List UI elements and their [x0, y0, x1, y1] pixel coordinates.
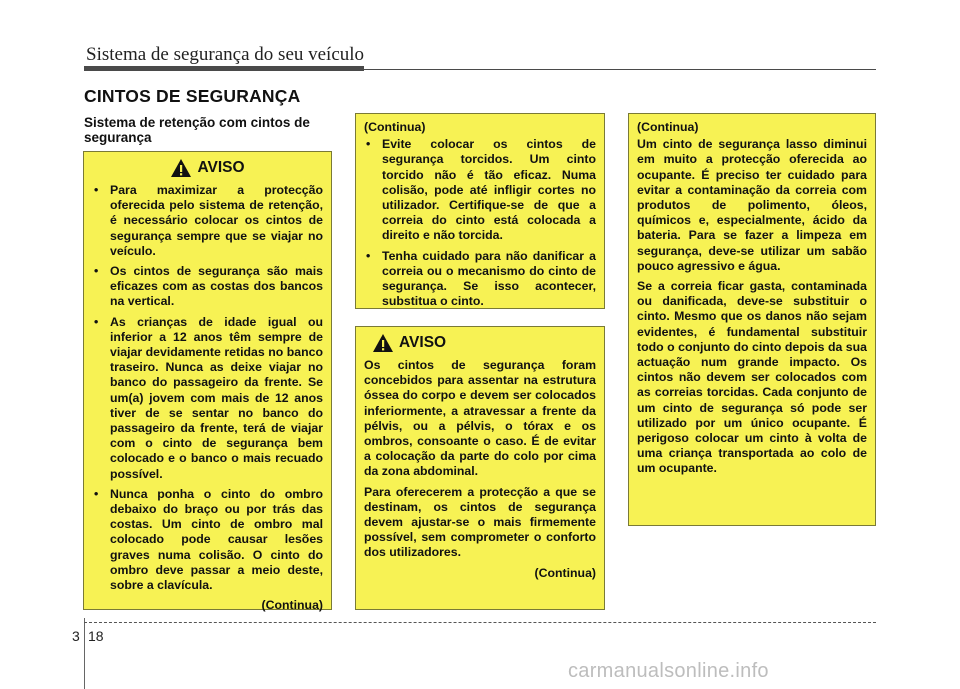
warning-list [92, 183, 323, 593]
footer-dashed-rule [84, 622, 876, 623]
continued-box-4 [628, 113, 876, 526]
list-item: • Nunca ponha o cinto do ombro debaixo do braço ou por trás das costas. Um cinto de ombro mal colocado pode causar lesões graves numa colisão. O cinto do ombro deve passar a meio deste, sobre a clavícula. [92, 487, 323, 593]
header-title: Sistema de segurança do seu veículo [86, 44, 365, 65]
header-rule-thin [84, 69, 876, 70]
footer-vertical-rule [84, 618, 85, 689]
list-item: • Evite colocar os cintos de segurança torcidos. Um cinto torcido não é tão eficaz. Numa colisão, pode até infligir cortes no utilizador. Certifique-se de que a correia do cinto está colocada a direito e não torcida. [364, 137, 596, 243]
continued-box-2 [355, 113, 605, 309]
list-item: • Para maximizar a protecção oferecida pelo sistema de retenção, é necessário colocar os cintos de segurança sempre que se viajar no veículo. [92, 183, 323, 259]
paragraph: Para oferecerem a protecção a que se destinam, os cintos de segurança devem ajustar-se o mais firmemente possível, sem comprometer o conforto dos utilizadores. [364, 484, 596, 560]
paragraph: Se a correia ficar gasta, contaminada ou danificada, deve-se substituir o cinto. Mesmo que os danos não sejam evidentes, é fundamental substituir todo o conjunto do cinto depois da sua actuação num grande impacto. Os cintos não devem ser colocados com as correias torcidas. Cada conjunto de um cinto de segurança só pode ser utilizado por um único ocupante. É perigoso colocar um cinto à volta de uma criança transportada ao colo de um ocupante. [637, 279, 867, 476]
warning-header [372, 333, 596, 353]
warning-box-1 [83, 151, 332, 613]
subsection-title: Sistema de retenção com cintos de segurança [84, 115, 310, 145]
section-title: CINTOS DE SEGURANÇA [84, 86, 301, 106]
paragraph: Um cinto de segurança lasso diminui em muito a protecção oferecida ao ocupante. É preciso ter cuidado para evitar a contaminação da correia com produtos de polimento, óleos, químicos e, especialmente, ácido da bateria. Para se fazer a limpeza em segurança, deve-se utilizar um sabão pouco agressivo e água. [637, 137, 867, 273]
warning-triangle-icon [170, 158, 192, 178]
list-item: • As crianças de idade igual ou inferior a 12 anos têm sempre de viajar devidamente retidas no banco traseiro. Nunca as deixe viajar no banco do passageiro da frente. Se um(a) jovem com mais de 12 anos tiver de se sentar no banco do passageiro da frente, terá de viajar com o cinto de segurança bem colocado e o banco o mais recuado possível. [92, 315, 323, 482]
continued-label: (Continua) [534, 565, 596, 580]
warning-title: AVISO [197, 159, 245, 177]
continued-label: (Continua) [261, 598, 323, 613]
paragraph: Os cintos de segurança foram concebidos para assentar na estrutura óssea do corpo e devem ser colocados inferiormente, a atravessar a frente da pélvis, ou a pélvis, o tórax e os ombros, consoante o caso. É de evitar a colocação da parte do colo por cima da zona abdominal. [364, 358, 596, 479]
warning-list [364, 137, 596, 309]
warning-triangle-icon [372, 333, 394, 353]
watermark: carmanualsonline.info [568, 660, 769, 682]
warning-title: AVISO [399, 334, 447, 352]
continued-label: (Continua) [364, 120, 426, 134]
list-item: • Tenha cuidado para não danificar a correia ou o mecanismo do cinto de segurança. Se isso acontecer, substitua o cinto. [364, 249, 596, 310]
chapter-number: 3 [72, 628, 80, 644]
list-item: • Os cintos de segurança são mais eficazes com as costas dos bancos na vertical. [92, 264, 323, 310]
page-number: 18 [88, 628, 104, 644]
warning-box-3 [355, 326, 605, 610]
continued-label: (Continua) [637, 120, 699, 134]
warning-header [92, 158, 323, 178]
